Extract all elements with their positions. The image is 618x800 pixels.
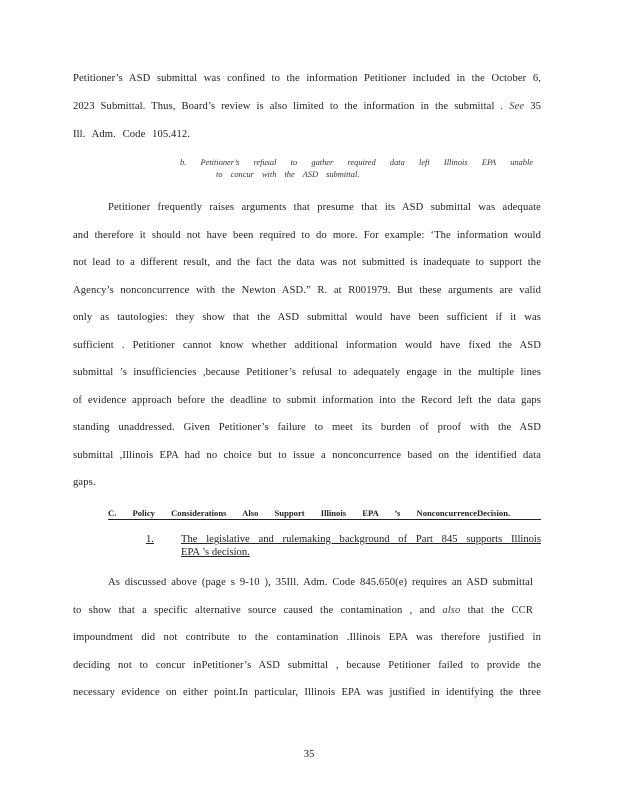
paragraph2-line-6: sufficient . Petitioner cannot know whether additional information would have fixed the ASD bbox=[73, 340, 541, 351]
paragraph3-line-2 bbox=[73, 604, 533, 618]
paragraph3-line-5: necessary evidence on either point.In particular, Illinois EPA was justified in identifying the three bbox=[73, 687, 541, 698]
paragraph2-line-7: submittal ’s insufficiencies ,because Petitioner’s refusal to adequately engage in the multiple lines bbox=[73, 367, 541, 378]
cite-signal: . See bbox=[500, 101, 525, 112]
emphasis-also: also bbox=[442, 605, 461, 616]
paragraph3-line-3: impoundment did not contribute to the contamination .Illinois EPA was therefore justified in bbox=[73, 632, 541, 643]
paragraph2-line-8: of evidence approach before the deadline to submit information into the Record left the data gaps bbox=[73, 395, 541, 406]
subheading-b bbox=[180, 157, 533, 181]
paragraph2-line-2: and therefore it should not have been required to do more. For example: ‘The information would bbox=[73, 230, 541, 241]
paragraph2-line-5: only as tautologies: they show that the ASD submittal would have been sufficient if it was bbox=[73, 312, 541, 323]
paragraph1-line-1: Petitioner’s ASD submittal was confined to the information Petitioner included in the October 6, bbox=[73, 73, 541, 84]
section-c-heading: C. Policy Considerations Also Support Illinois EPA ’s NonconcurrenceDecision. bbox=[108, 507, 541, 520]
paragraph2-line-3: not lead to a different result, and the fact the data was not submitted is inadequate to support the bbox=[73, 257, 541, 268]
paragraph2-line-9: standing unaddressed. Given Petitioner’s failure to meet its burden of proof with the ASD bbox=[73, 422, 541, 433]
subheading-b-line-1: b. Petitioner’s refusal to gather required data left Illinois EPA unable bbox=[180, 158, 533, 167]
paragraph3-line-2-post: that the CCR bbox=[467, 605, 534, 616]
paragraph1-line-2-text: 2023 Submittal. Thus, Board’s review is also limited to the information in the submittal bbox=[73, 101, 495, 112]
subsection-1-number: 1. bbox=[146, 534, 154, 545]
paragraph3-line-4: deciding not to concur inPetitioner’s ASD submittal , because Petitioner failed to provide the bbox=[73, 660, 541, 671]
cite-tail: 35 bbox=[530, 101, 542, 112]
subsection-1-title bbox=[181, 533, 541, 559]
page-number: 35 bbox=[303, 749, 315, 760]
paragraph2-line-11: gaps. bbox=[73, 477, 96, 488]
paragraph3-line-2-pre: to show that a specific alternative source caused the contamination , and bbox=[73, 605, 436, 616]
paragraph3-line-1: As discussed above (page s 9-10 ), 35Ill. Adm. Code 845.650(e) requires an ASD submittal bbox=[108, 577, 533, 588]
subheading-b-line-2: to concur with the ASD submittal. bbox=[216, 170, 360, 179]
paragraph2-line-1: Petitioner frequently raises arguments that presume that its ASD submittal was adequate bbox=[108, 202, 541, 213]
subsection-1-line-2: EPA ’s decision. bbox=[181, 547, 250, 558]
paragraph1-line-3: Ill. Adm. Code 105.412. bbox=[73, 129, 190, 140]
paragraph1-line-2 bbox=[73, 100, 541, 114]
paragraph2-line-10: submittal ,Illinois EPA had no choice but to issue a nonconcurrence based on the identified data bbox=[73, 450, 541, 461]
subsection-1-line-1: The legislative and rulemaking background of Part 845 supports Illinois bbox=[181, 534, 541, 545]
paragraph2-line-4: Agency’s nonconcurrence with the Newton ASD.” R. at R001979. But these arguments are valid bbox=[73, 285, 541, 296]
